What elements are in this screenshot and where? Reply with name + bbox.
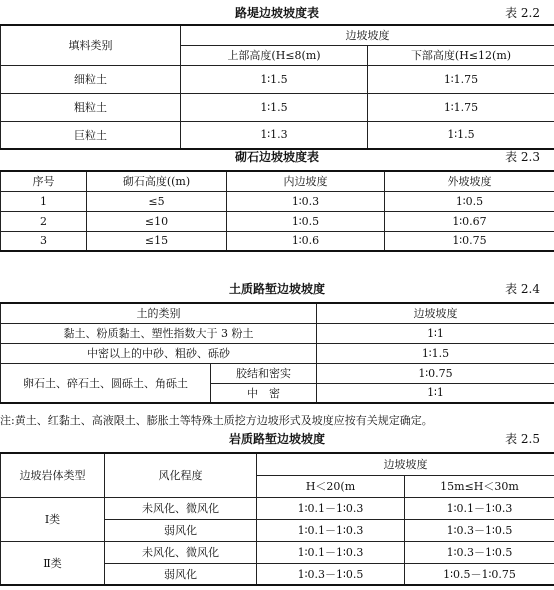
header-cell: 外坡坡度 [385, 171, 554, 191]
table-cell: 1∶0.1－1∶0.3 [257, 497, 405, 519]
table-cell: Ⅱ类 [1, 541, 105, 585]
table-cell: 卵石土、碎石土、圆砾土、角砾土 [1, 363, 211, 403]
header-weathering: 风化程度 [105, 453, 257, 497]
table-cell: 1∶0.3－1∶0.5 [405, 541, 554, 563]
table-2-3-title: 砌石边坡坡度表 [234, 150, 319, 164]
header-fill-type: 填料类别 [1, 25, 181, 65]
table-cell: 1∶0.6 [227, 231, 385, 251]
table-2-5 [0, 452, 554, 586]
header-height-high: 15m≤H＜30m [405, 475, 554, 497]
table-cell: 1∶0.3－1∶0.5 [405, 519, 554, 541]
table-cell: 2 [1, 211, 87, 231]
table-cell: ≤10 [87, 211, 227, 231]
table-2-2 [0, 24, 554, 150]
table-cell: 细粒土 [1, 65, 181, 93]
table-2-3-caption [0, 148, 554, 166]
table-2-5-caption [0, 430, 554, 448]
table-cell: 中 密 [211, 383, 317, 403]
table-2-2-title: 路堤边坡坡度表 [234, 6, 319, 20]
table-cell: 弱风化 [105, 519, 257, 541]
table-2-4-caption [0, 280, 554, 298]
header-cell: 序号 [1, 171, 87, 191]
table-2-2-number: 表 2.2 [505, 6, 540, 20]
table-cell: 1∶1.5 [317, 343, 554, 363]
table-cell: Ⅰ类 [1, 497, 105, 541]
table-cell: 1∶0.67 [385, 211, 554, 231]
header-cell: 砌石高度((m) [87, 171, 227, 191]
table-cell: 1∶0.5 [385, 191, 554, 211]
table-2-4-number: 表 2.4 [505, 282, 540, 296]
header-slope: 边坡坡度 [257, 453, 554, 475]
table-2-4-title: 土质路堑边坡坡度 [228, 282, 325, 296]
table-cell: 弱风化 [105, 563, 257, 585]
table-cell: 1∶0.1－1∶0.3 [405, 497, 554, 519]
table-2-2-caption [0, 4, 554, 22]
table-cell: 1∶0.3－1∶0.5 [257, 563, 405, 585]
header-cell: 内边坡度 [227, 171, 385, 191]
table-cell: 黏土、粉质黏土、塑性指数大于 3 粉土 [1, 323, 317, 343]
table-cell: 1∶0.5－1∶0.75 [405, 563, 554, 585]
table-cell: 1∶0.75 [385, 231, 554, 251]
table-cell: 未风化、微风化 [105, 541, 257, 563]
table-cell: 1∶1.5 [181, 93, 368, 121]
table-cell: 1∶1.5 [368, 121, 554, 149]
header-rock-type: 边坡岩体类型 [1, 453, 105, 497]
header-soil-type: 土的类别 [1, 303, 317, 323]
table-cell: 1∶0.1－1∶0.3 [257, 541, 405, 563]
table-cell: 胶结和密实 [211, 363, 317, 383]
table-cell: 1∶1.5 [181, 65, 368, 93]
table-cell: 1∶1 [317, 383, 554, 403]
header-slope: 边坡坡度 [317, 303, 554, 323]
header-upper-height: 上部高度(H≤8(m) [181, 45, 368, 65]
table-cell: 1∶1.75 [368, 93, 554, 121]
table-cell: 3 [1, 231, 87, 251]
table-cell: 1∶1.75 [368, 65, 554, 93]
table-cell: 1∶0.5 [227, 211, 385, 231]
header-height-low: H＜20(m [257, 475, 405, 497]
table-2-4 [0, 302, 554, 404]
table-2-3 [0, 170, 554, 252]
header-slope: 边坡坡度 [181, 25, 554, 45]
table-cell: 中密以上的中砂、粗砂、砾砂 [1, 343, 317, 363]
table-2-5-title: 岩质路堑边坡坡度 [228, 432, 325, 446]
table-cell: 1∶0.75 [317, 363, 554, 383]
table-2-5-number: 表 2.5 [505, 432, 540, 446]
table-cell: ≤15 [87, 231, 227, 251]
table-cell: 1∶0.1－1∶0.3 [257, 519, 405, 541]
table-cell: 巨粒土 [1, 121, 181, 149]
table-cell: ≤5 [87, 191, 227, 211]
table-2-4-note: 注:黄土、红黏土、高液限土、膨胀土等特殊土质挖方边坡形式及坡度应按有关规定确定。 [0, 414, 433, 427]
table-cell: 未风化、微风化 [105, 497, 257, 519]
header-lower-height: 下部高度(H≤12(m) [368, 45, 554, 65]
table-cell: 1∶1.3 [181, 121, 368, 149]
table-cell: 1 [1, 191, 87, 211]
table-cell: 粗粒土 [1, 93, 181, 121]
table-2-3-number: 表 2.3 [505, 150, 540, 164]
table-cell: 1∶1 [317, 323, 554, 343]
table-cell: 1∶0.3 [227, 191, 385, 211]
